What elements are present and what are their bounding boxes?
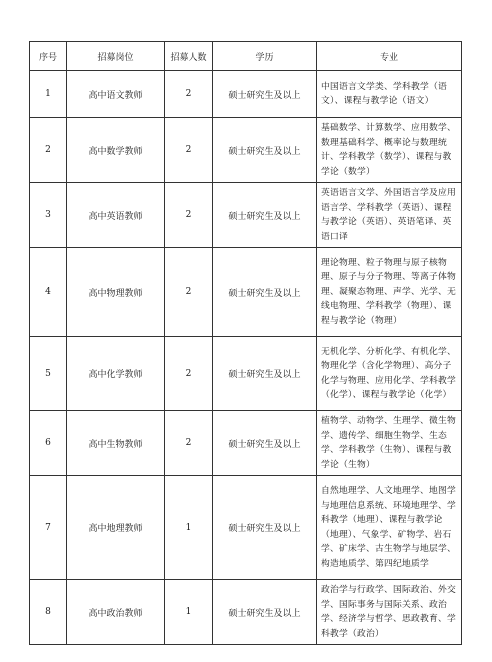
major-cell: 基础数学、计算数学、应用数学、数理基础科学、概率论与数理统计、学科教学（数学）、课程与教学论（数学） (317, 118, 462, 183)
major-cell: 中国语言文学类、学科教学（语文）、课程与教学论（语文） (317, 71, 462, 118)
major-cell: 自然地理学、人文地理学、地图学与地理信息系统、环境地理学、学科教学（地理）、课程与教学论（地理）、气象学、矿物学、岩石学、矿床学、古生物学与地层学、构造地质学、第四纪地质学 (317, 476, 462, 580)
table-row (30, 248, 462, 337)
education-cell: 硕士研究生及以上 (213, 183, 317, 248)
position-cell: 高中地理教师 (67, 476, 165, 580)
major-cell: 英语语言文学、外国语言学及应用语言学、学科教学（英语）、课程与教学论（英语）、英语笔译、英语口译 (317, 183, 462, 248)
education-cell: 硕士研究生及以上 (213, 580, 317, 645)
major-cell: 植物学、动物学、生理学、微生物学、遗传学、细胞生物学、生态学、学科教学（生物）、课程与教学论（生物） (317, 411, 462, 476)
table-row (30, 183, 462, 248)
count-cell: 1 (165, 476, 213, 580)
position-cell: 高中政治教师 (67, 580, 165, 645)
education-cell: 硕士研究生及以上 (213, 71, 317, 118)
row-number: 4 (30, 248, 67, 337)
row-number: 5 (30, 337, 67, 411)
position-cell: 高中化学教师 (67, 337, 165, 411)
row-number: 1 (30, 71, 67, 118)
row-number: 8 (30, 580, 67, 645)
education-cell: 硕士研究生及以上 (213, 411, 317, 476)
row-number: 3 (30, 183, 67, 248)
header-education: 学历 (213, 42, 317, 71)
row-number: 7 (30, 476, 67, 580)
position-cell: 高中物理教师 (67, 248, 165, 337)
education-cell: 硕士研究生及以上 (213, 337, 317, 411)
position-cell: 高中语文教师 (67, 71, 165, 118)
header-count: 招募人数 (165, 42, 213, 71)
header-major: 专业 (317, 42, 462, 71)
position-cell: 高中英语教师 (67, 183, 165, 248)
table-row (30, 71, 462, 118)
position-cell: 高中生物教师 (67, 411, 165, 476)
recruitment-table (29, 41, 462, 645)
count-cell: 2 (165, 118, 213, 183)
count-cell: 2 (165, 248, 213, 337)
education-cell: 硕士研究生及以上 (213, 476, 317, 580)
row-number: 6 (30, 411, 67, 476)
count-cell: 2 (165, 183, 213, 248)
table-row (30, 476, 462, 580)
education-cell: 硕士研究生及以上 (213, 118, 317, 183)
table-row (30, 411, 462, 476)
major-cell: 无机化学、分析化学、有机化学、物理化学（含化学物理）、高分子化学与物理、应用化学、学科教学（化学）、课程与教学论（化学） (317, 337, 462, 411)
header-position: 招募岗位 (67, 42, 165, 71)
major-cell: 政治学与行政学、国际政治、外交学、国际事务与国际关系、政治学、经济学与哲学、思政教育、学科教学（政治） (317, 580, 462, 645)
header-no: 序号 (30, 42, 67, 71)
major-cell: 理论物理、粒子物理与原子核物理、原子与分子物理、等离子体物理、凝聚态物理、声学、光学、无线电物理、学科教学（物理）、课程与教学论（物理） (317, 248, 462, 337)
header-row (30, 42, 462, 71)
count-cell: 2 (165, 337, 213, 411)
count-cell: 1 (165, 580, 213, 645)
count-cell: 2 (165, 71, 213, 118)
table-row (30, 337, 462, 411)
table-row (30, 118, 462, 183)
table-row (30, 580, 462, 645)
position-cell: 高中数学教师 (67, 118, 165, 183)
count-cell: 2 (165, 411, 213, 476)
row-number: 2 (30, 118, 67, 183)
education-cell: 硕士研究生及以上 (213, 248, 317, 337)
